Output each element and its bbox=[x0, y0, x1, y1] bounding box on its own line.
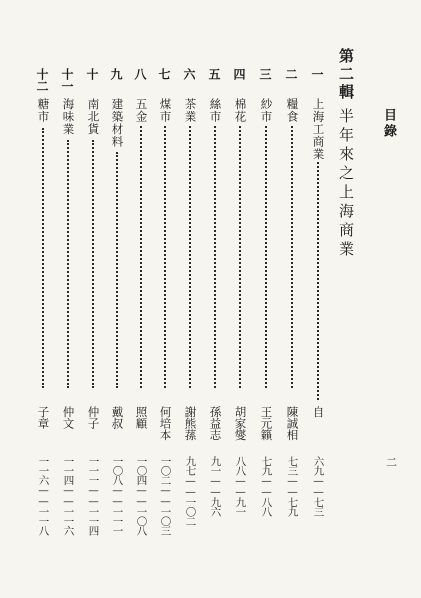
entry-number: 十二 bbox=[35, 68, 49, 92]
dot-leader bbox=[239, 126, 241, 388]
section-label: 第二輯 bbox=[337, 48, 355, 102]
entry-title: 南北貨 bbox=[86, 98, 101, 136]
entry-pages: 八八——九一 bbox=[234, 456, 247, 516]
dot-leader bbox=[42, 128, 44, 388]
entry-number: 一 bbox=[310, 68, 324, 80]
entry-number: 十一 bbox=[60, 68, 74, 92]
entry-author: 何培本 bbox=[158, 406, 173, 441]
entry-author: 戴叔 bbox=[110, 406, 125, 429]
entry-pages: 一一六——一一八 bbox=[37, 456, 50, 535]
entry-title: 建築材料 bbox=[110, 98, 125, 148]
dot-leader bbox=[189, 126, 191, 388]
entry-number: 七 bbox=[157, 68, 171, 80]
entry-pages: 六九——七三 bbox=[312, 456, 325, 516]
entry-title: 糧食 bbox=[285, 98, 300, 123]
entry-number: 八 bbox=[133, 68, 147, 80]
entry-author: 謝熊蓀 bbox=[183, 406, 198, 441]
entry-pages: 七三——七九 bbox=[286, 456, 299, 516]
dot-leader bbox=[317, 162, 319, 400]
entry-title: 海味業 bbox=[61, 98, 76, 136]
entry-number: 六 bbox=[182, 68, 196, 80]
entry-author: 仲子 bbox=[86, 406, 101, 429]
entry-pages: 一〇四——一〇八 bbox=[135, 456, 148, 535]
entry-author: 胡家燮 bbox=[233, 406, 248, 441]
entry-title: 棉花 bbox=[233, 98, 248, 123]
entry-number: 三 bbox=[258, 68, 272, 80]
entry-author: 孫益志 bbox=[208, 406, 223, 441]
dot-leader bbox=[92, 140, 94, 388]
entry-title: 絲市 bbox=[208, 98, 223, 123]
dot-leader bbox=[291, 126, 293, 388]
dot-leader bbox=[140, 126, 142, 388]
entry-pages: 九一——九六 bbox=[209, 456, 222, 516]
entry-title: 糖市 bbox=[36, 98, 51, 123]
entry-number: 四 bbox=[232, 68, 246, 80]
entry-pages: 一〇八——一一一 bbox=[111, 456, 124, 535]
entry-pages: 一一一——一一四 bbox=[87, 456, 100, 535]
entry-author: 陳誠相 bbox=[285, 406, 300, 441]
entry-author: 王元籟 bbox=[259, 406, 274, 441]
entry-pages: 九七——一〇二 bbox=[184, 456, 197, 526]
entry-author: 子章 bbox=[36, 406, 51, 429]
toc-header: 目錄 bbox=[381, 108, 396, 140]
entry-author: 照顧 bbox=[134, 406, 149, 429]
entry-title: 茶業 bbox=[183, 98, 198, 123]
entry-number: 五 bbox=[207, 68, 221, 80]
entry-number: 十 bbox=[85, 68, 99, 80]
entry-author: 仲文 bbox=[61, 406, 76, 429]
entry-title: 煤市 bbox=[158, 98, 173, 123]
dot-leader bbox=[214, 126, 216, 388]
entry-title: 五金 bbox=[134, 98, 149, 123]
dot-leader bbox=[67, 140, 69, 388]
entry-pages: 一〇二——一〇三 bbox=[159, 456, 172, 535]
entry-author: 自 bbox=[311, 406, 326, 418]
dot-leader bbox=[265, 126, 267, 388]
section-title: 半年來之上海商業 bbox=[337, 108, 355, 260]
entry-title: 上海工商業 bbox=[311, 98, 326, 161]
entry-number: 二 bbox=[284, 68, 298, 80]
entry-pages: 一一四——一一六 bbox=[62, 456, 75, 535]
page-folio: 二 bbox=[386, 456, 397, 469]
entry-number: 九 bbox=[109, 68, 123, 80]
dot-leader bbox=[116, 152, 118, 388]
entry-title: 紗市 bbox=[259, 98, 274, 123]
dot-leader bbox=[164, 126, 166, 388]
entry-pages: 七九——八八 bbox=[260, 456, 273, 516]
